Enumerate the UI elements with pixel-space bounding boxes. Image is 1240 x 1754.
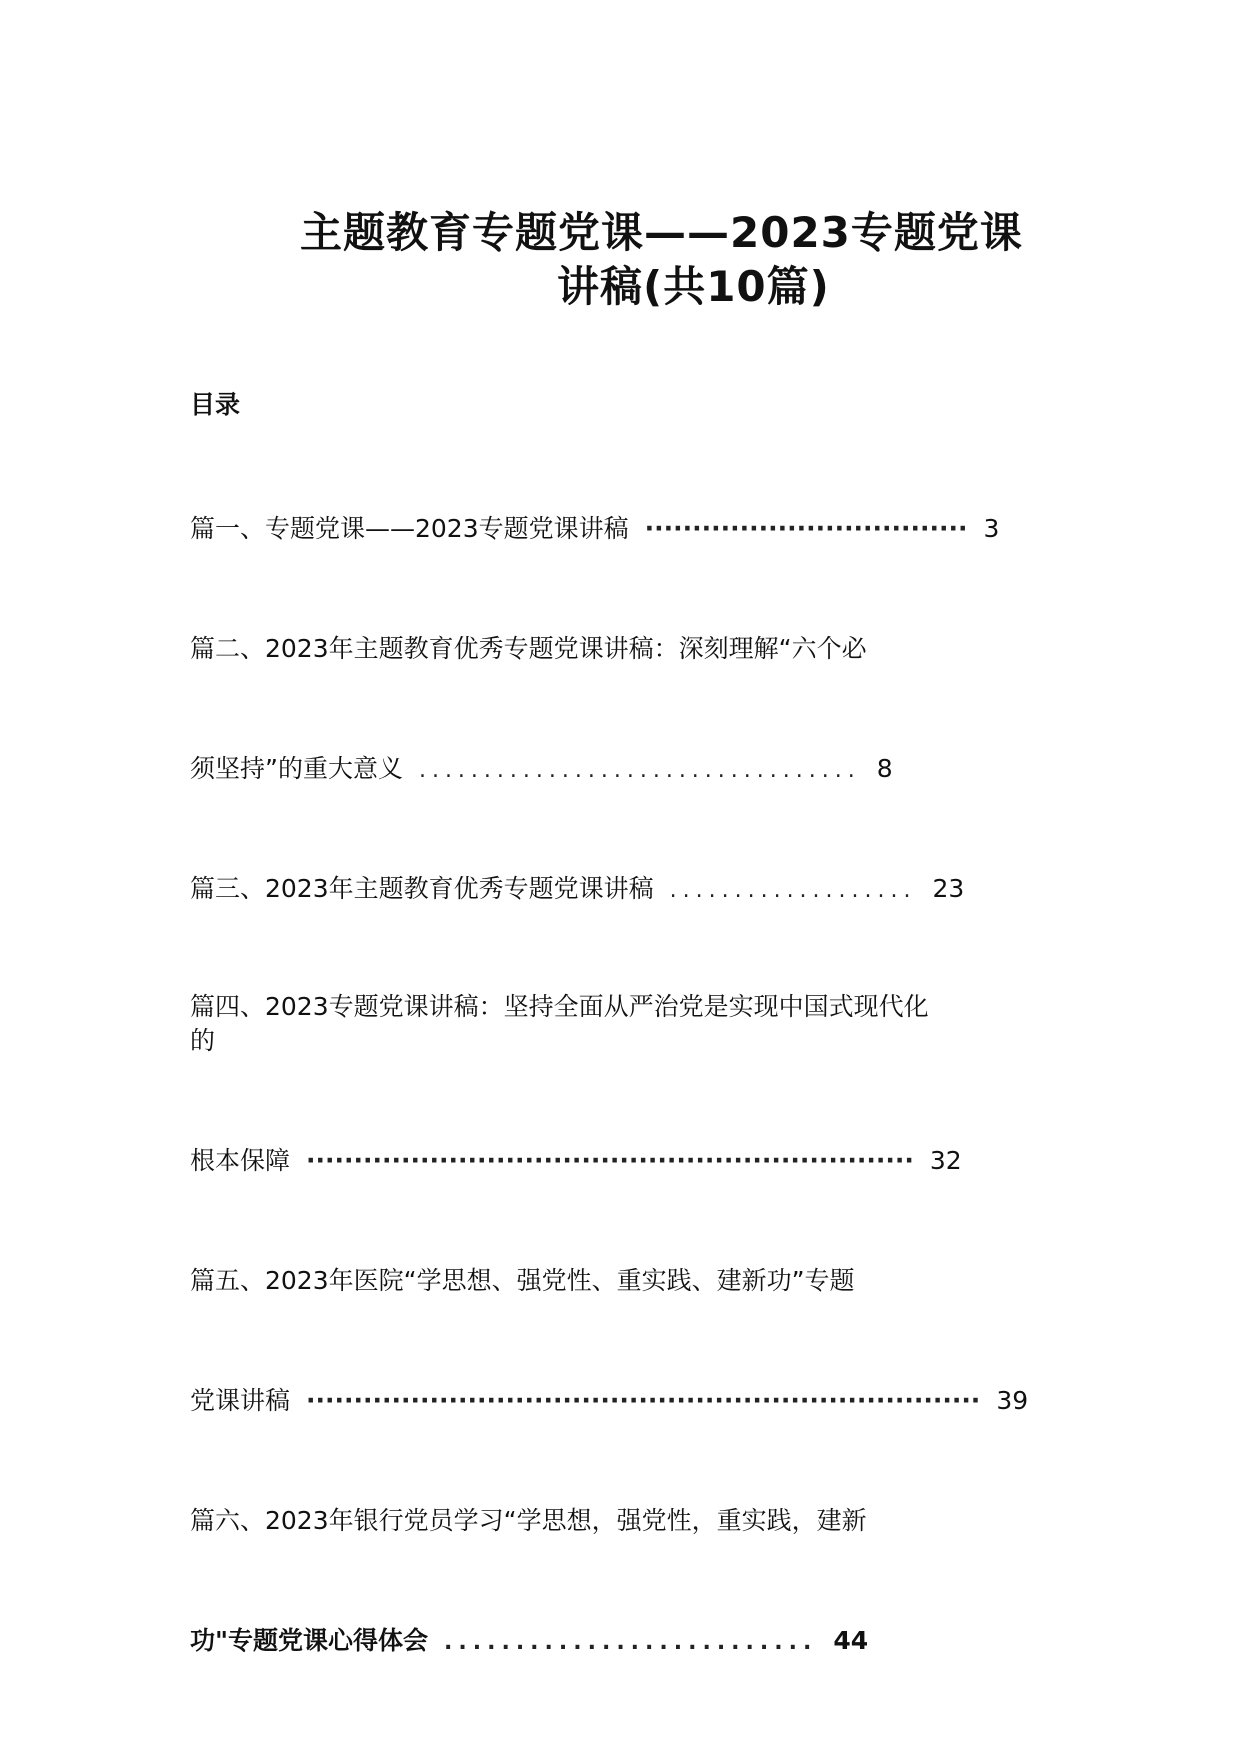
toc-entry-text: 须坚持”的重大意义: [190, 754, 403, 783]
toc-entry-6-line-2[interactable]: [190, 1628, 868, 1654]
toc-leader-dots: ...................: [669, 880, 917, 902]
toc-page-number: 8: [876, 754, 893, 783]
toc-heading: 目录: [190, 390, 241, 419]
toc-page-number: 3: [983, 514, 1000, 543]
toc-page-number: 44: [833, 1626, 869, 1655]
toc-leader-dots: ·······································································: [306, 1388, 981, 1413]
toc-page-number: 39: [996, 1386, 1029, 1415]
toc-entry-2-line-1[interactable]: [190, 636, 867, 661]
toc-entry-4-line-1[interactable]: [190, 994, 929, 1019]
toc-leader-dots: ··································: [644, 516, 968, 541]
toc-entry-text: 功"专题党课心得体会: [190, 1626, 429, 1655]
document-title-line-2: 讲稿(共10篇): [557, 262, 830, 311]
toc-entry-text: 篇三、2023年主题教育优秀专题党课讲稿: [190, 874, 654, 903]
toc-entry-text: 党课讲稿: [190, 1386, 291, 1415]
toc-entry-text: 篇五、2023年医院“学思想、强党性、重实践、建新功”专题: [190, 1266, 855, 1295]
toc-entry-text: 篇六、2023年银行党员学习“学思想，强党性，重实践，建新: [190, 1506, 867, 1535]
toc-entry-6-line-1[interactable]: [190, 1508, 867, 1533]
toc-entry-text: 篇四、2023专题党课讲稿：坚持全面从严治党是实现中国式现代化: [190, 992, 929, 1021]
toc-entry-5-line-1[interactable]: [190, 1268, 855, 1293]
toc-entry-5-line-2[interactable]: [190, 1388, 1028, 1413]
toc-leader-dots: ································································: [306, 1148, 914, 1173]
toc-entry-2-line-2[interactable]: [190, 756, 893, 782]
toc-page-number: 32: [929, 1146, 962, 1175]
toc-leader-dots: ..................................: [418, 760, 861, 782]
toc-entry-4-line-2[interactable]: [190, 1028, 215, 1053]
toc-entry-3[interactable]: [190, 876, 964, 902]
toc-entry-text: 篇一、专题党课——2023专题党课讲稿: [190, 514, 629, 543]
toc-entry-text: 篇二、2023年主题教育优秀专题党课讲稿：深刻理解“六个必: [190, 634, 867, 663]
document-title-line-1: 主题教育专题党课——2023专题党课: [300, 208, 1023, 257]
toc-entry-text: 根本保障: [190, 1146, 291, 1175]
toc-entry-text: 的: [190, 1026, 216, 1055]
toc-entry-1[interactable]: [190, 516, 999, 541]
toc-entry-4-line-3[interactable]: [190, 1148, 962, 1173]
toc-page-number: 23: [932, 874, 965, 903]
toc-leader-dots: ..........................: [444, 1632, 818, 1654]
